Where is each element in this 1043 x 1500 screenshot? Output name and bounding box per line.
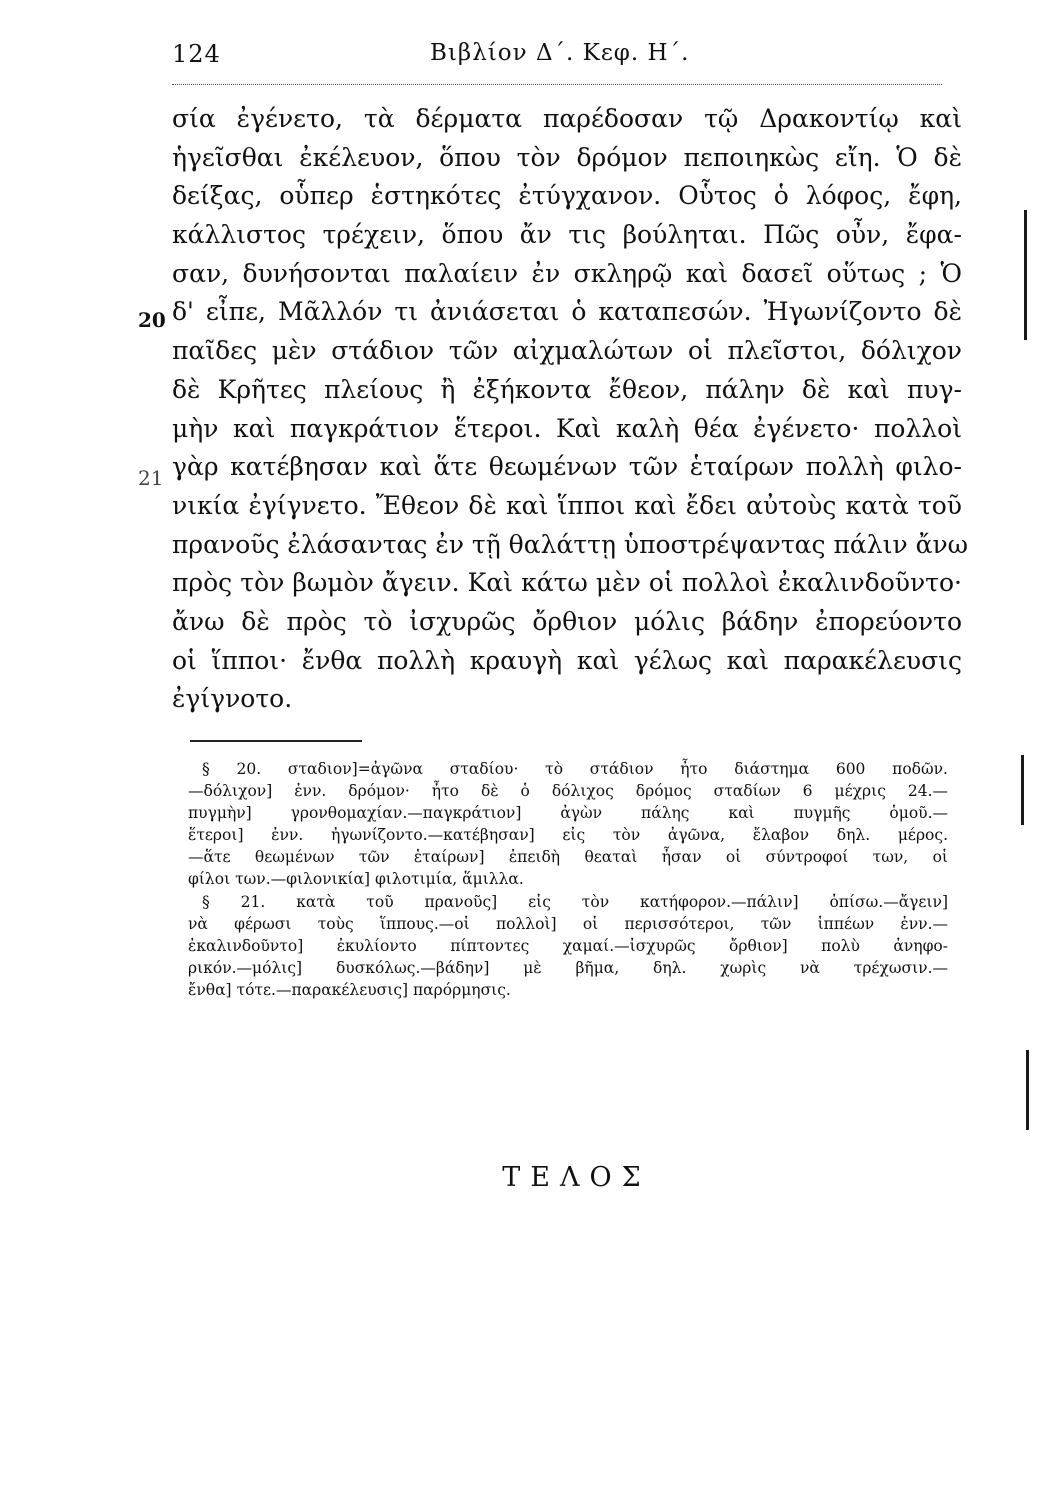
main-text-line: δ' εἶπε, Μᾶλλόν τι ἀνιάσεται ὁ καταπεσών. Ἠγωνίζοντο δὲ xyxy=(172,297,962,327)
footnote-line: φίλοι των.—φιλονικία] φιλοτιμία, ἅμιλλα. xyxy=(188,870,524,889)
main-text-line: μὴν καὶ παγκράτιον ἕτεροι. Καὶ καλὴ θέα ἐγένετο· πολλοὶ xyxy=(172,413,962,443)
main-text-line: γὰρ κατέβησαν καὶ ἅτε θεωμένων τῶν ἑταίρων πολλὴ φιλο- xyxy=(172,452,962,482)
scan-edge-mark xyxy=(1024,210,1027,340)
main-text-line: δείξας, οὗπερ ἑστηκότες ἐτύγχανον. Οὗτος ὁ λόφος, ἔφη, xyxy=(172,181,962,211)
main-text-line: δὲ Κρῆτες πλείους ἢ ἐξήκοντα ἔθεον, πάλην δὲ καὶ πυγ- xyxy=(172,374,962,404)
end-mark: ΤΕΛΟΣ xyxy=(502,1162,651,1193)
main-text-line: κάλλιστος τρέχειν, ὅπου ἄν τις βούληται. Πῶς οὖν, ἔφα- xyxy=(172,220,962,250)
main-text-line: οἱ ἵπποι· ἔνθα πολλὴ κραυγὴ καὶ γέλως καὶ παρακέλευσις xyxy=(172,645,962,675)
margin-section-number-20: 20 xyxy=(138,308,166,332)
main-text-line: σαν, δυνήσονται παλαίειν ἐν σκληρῷ καὶ δασεῖ οὕτως ; Ὁ xyxy=(172,258,962,288)
page-number: 124 xyxy=(172,40,221,68)
footnote-line: § 20. σταδιον]=ἀγῶνα σταδίου· τὸ στάδιον ἦτο διάστημα 600 ποδῶν. xyxy=(202,760,948,778)
main-text-line: παῖδες μὲν στάδιον τῶν αἰχμαλώτων οἱ πλεῖστοι, δόλιχον xyxy=(172,336,962,366)
footnotes-block xyxy=(188,758,948,1001)
main-text-line: ἐγίγνοτο. xyxy=(172,684,293,714)
footnote-line: πυγμὴν] γρονθομαχίαν.—παγκράτιον] ἀγὼν πάλης καὶ πυγμῆς ὁμοῦ.— xyxy=(188,804,948,823)
margin-section-number-21: 21 xyxy=(138,466,164,490)
footnote-line: ρικόν.—μόλις] δυσκόλως.—βάδην] μὲ βῆμα, δηλ. χωρὶς νὰ τρέχωσιν.— xyxy=(188,958,948,977)
header-rule xyxy=(172,84,942,85)
main-text-line: ἄνω δὲ πρὸς τὸ ἰσχυρῶς ὄρθιον μόλις βάδην ἐπορεύοντο xyxy=(172,606,962,636)
footnote-line: § 21. κατὰ τοῦ πρανοῦς] εἰς τὸν κατήφορον.—πάλιν] ὀπίσω.—ἄγειν] xyxy=(202,892,948,911)
scan-edge-mark xyxy=(1021,755,1024,825)
scan-edge-mark xyxy=(1026,1050,1029,1130)
footnote-line: ἕτεροι] ἐνν. ἠγωνίζοντο.—κατέβησαν] εἰς τὸν ἀγῶνα, ἔλαβον δηλ. μέρος. xyxy=(188,826,948,845)
main-text-line: πρανοῦς ἐλάσαντας ἐν τῇ θαλάττῃ ὑποστρέψαντας πάλιν ἄνω xyxy=(172,529,969,559)
main-text-line: σία ἐγένετο, τὰ δέρματα παρέδοσαν τῷ Δρακοντίῳ καὶ xyxy=(172,104,962,133)
running-head: Βιβλίον Δ΄. Κεφ. Η΄. xyxy=(430,40,690,66)
footnote-line: ἔνθα] τότε.—παρακέλευσις] παρόρμησις. xyxy=(188,980,511,999)
footnote-rule xyxy=(190,740,362,742)
footnote-line: —δόλιχον] ἐνν. δρόμον· ἦτο δὲ ὁ δόλιχος δρόμος σταδίων 6 μέχρις 24.— xyxy=(188,782,948,801)
main-text-block xyxy=(172,100,969,719)
footnote-line: νὰ φέρωσι τοὺς ἵππους.—οἱ πολλοὶ] οἱ περισσότεροι, τῶν ἱππέων ἐνν.— xyxy=(188,914,948,933)
footnote-line: —ἅτε θεωμένων τῶν ἑταίρων] ἐπειδὴ θεαταὶ ἦσαν οἱ σύντροφοί των, οἱ xyxy=(188,848,948,867)
footnote-line: ἐκαλινδοῦντο] ἐκυλίοντο πίπτοντες χαμαί.—ἰσχυρῶς ὄρθιον] πολὺ ἀνηφο- xyxy=(188,936,948,955)
main-text-line: ἡγεῖσθαι ἐκέλευον, ὅπου τὸν δρόμον πεποιηκὼς εἴη. Ὁ δὲ xyxy=(172,142,962,172)
main-text-line: πρὸς τὸν βωμὸν ἄγειν. Καὶ κάτω μὲν οἱ πολλοὶ ἐκαλινδοῦντο· xyxy=(172,568,962,598)
main-text-line: νικία ἐγίγνετο. Ἔθεον δὲ καὶ ἵπποι καὶ ἔδει αὐτοὺς κατὰ τοῦ xyxy=(172,490,962,520)
